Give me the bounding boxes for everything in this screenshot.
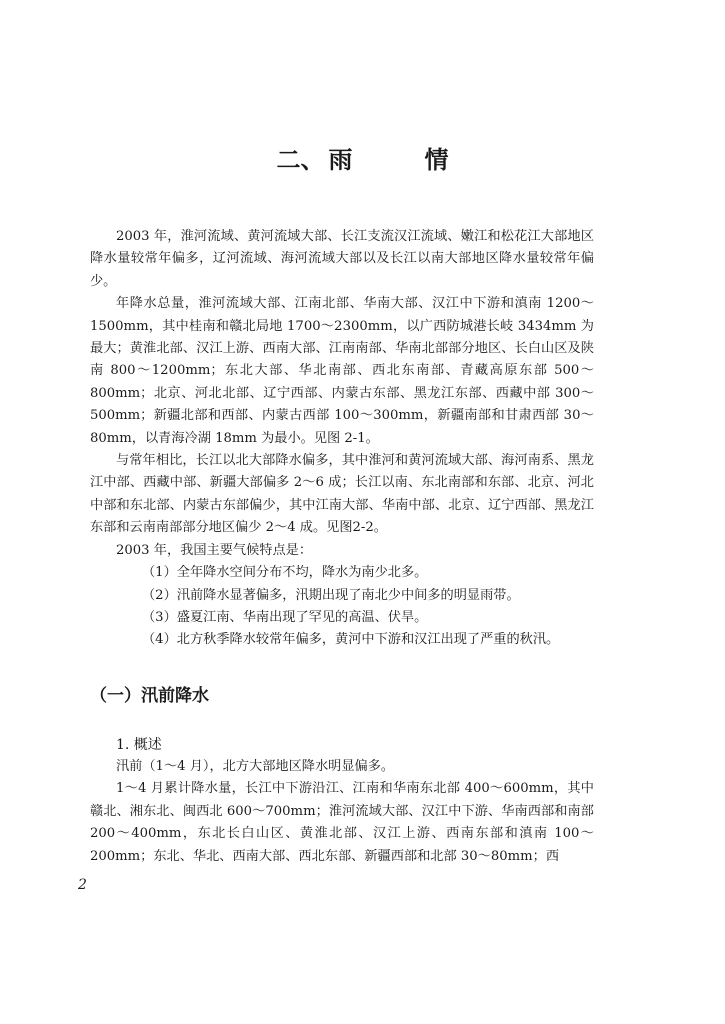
climate-feature-3: （3）盛夏江南、华南出现了罕见的高温、伏旱。 [142,609,428,625]
title-word-rain: 雨 [328,146,353,174]
climate-feature-2: （2）汛前降水显著偏多，汛期出现了南北少中间多的明显雨带。 [142,587,520,603]
subsection-heading: 1. 概述 [116,737,162,753]
climate-feature-1: （1）全年降水空间分布不均，降水为南少北多。 [142,565,428,581]
paragraph-pre-flood-summary: 汛前（1～4 月），北方大部地区降水明显偏多。 [116,759,395,774]
title-word-condition: 情 [424,146,449,174]
paragraph-overview: 2003 年，淮河流域、黄河流域大部、长江支流汉江流域、嫩江和松花江大部地区降水量较常年偏多，辽河流域、海河流域大部以及长江以南大部地区降水量较常年偏少。 [90,229,594,289]
title-number: 二、 [276,146,325,174]
paragraph-comparison: 与常年相比，长江以北大部降水偏多，其中淮河和黄河流域大部、海河南系、黑龙江中部、西藏中部、新疆大部偏多 2～6 成；长江以南、东北南部和东部、北京、河北中部和东北部、内蒙古东部偏少，其中江南大部、华南中部、北京、辽宁西部、黑龙江东部和云南南部部分地区偏少 2～4 成。见图2-2。 [90,453,594,536]
page-number: 2 [78,877,87,893]
section-heading: （一）汛前降水 [90,686,209,706]
intro-body [90,226,594,652]
paragraph-climate-intro: 2003 年，我国主要气候特点是： [116,542,313,558]
climate-feature-4: （4）北方秋季降水较常年偏多，黄河中下游和汉江出现了严重的秋汛。 [142,632,560,648]
page-title [0,140,725,175]
section-body [90,756,594,868]
paragraph-annual-total: 年降水总量，淮河流域大部、江南北部、华南大部、汉江中下游和滇南 1200～1500mm，其中桂南和赣北局地 1700～2300mm，以广西防城港长岐 3434mm 为最大；黄淮北部、汉江上游、西南大部、江南南部、华南北部部分地区、长白山区及陕南 800～1200mm；东北大部、华北南部、西北东南部、青藏高原东部 500～800mm；北京、河北北部、辽宁西部、内蒙古东部、黑龙江东部、西藏中部 300～500mm；新疆北部和西部、内蒙古西部 100～300mm，新疆南部和甘肃西部 30～80mm，以青海冷湖 18mm 为最小。见图 2-1。 [90,296,594,446]
paragraph-cumulative-rainfall: 1～4 月累计降水量，长江中下游沿江、江南和华南东北部 400～600mm，其中赣北、湘东北、闽西北 600～700mm；淮河流域大部、汉江中下游、华南西部和南部 200～400mm，东北长白山区、黄淮北部、汉江上游、西南东部和滇南 100～200mm；东北、华北、西南大部、西北东部、新疆西部和北部 30～80mm；西 [90,781,594,864]
